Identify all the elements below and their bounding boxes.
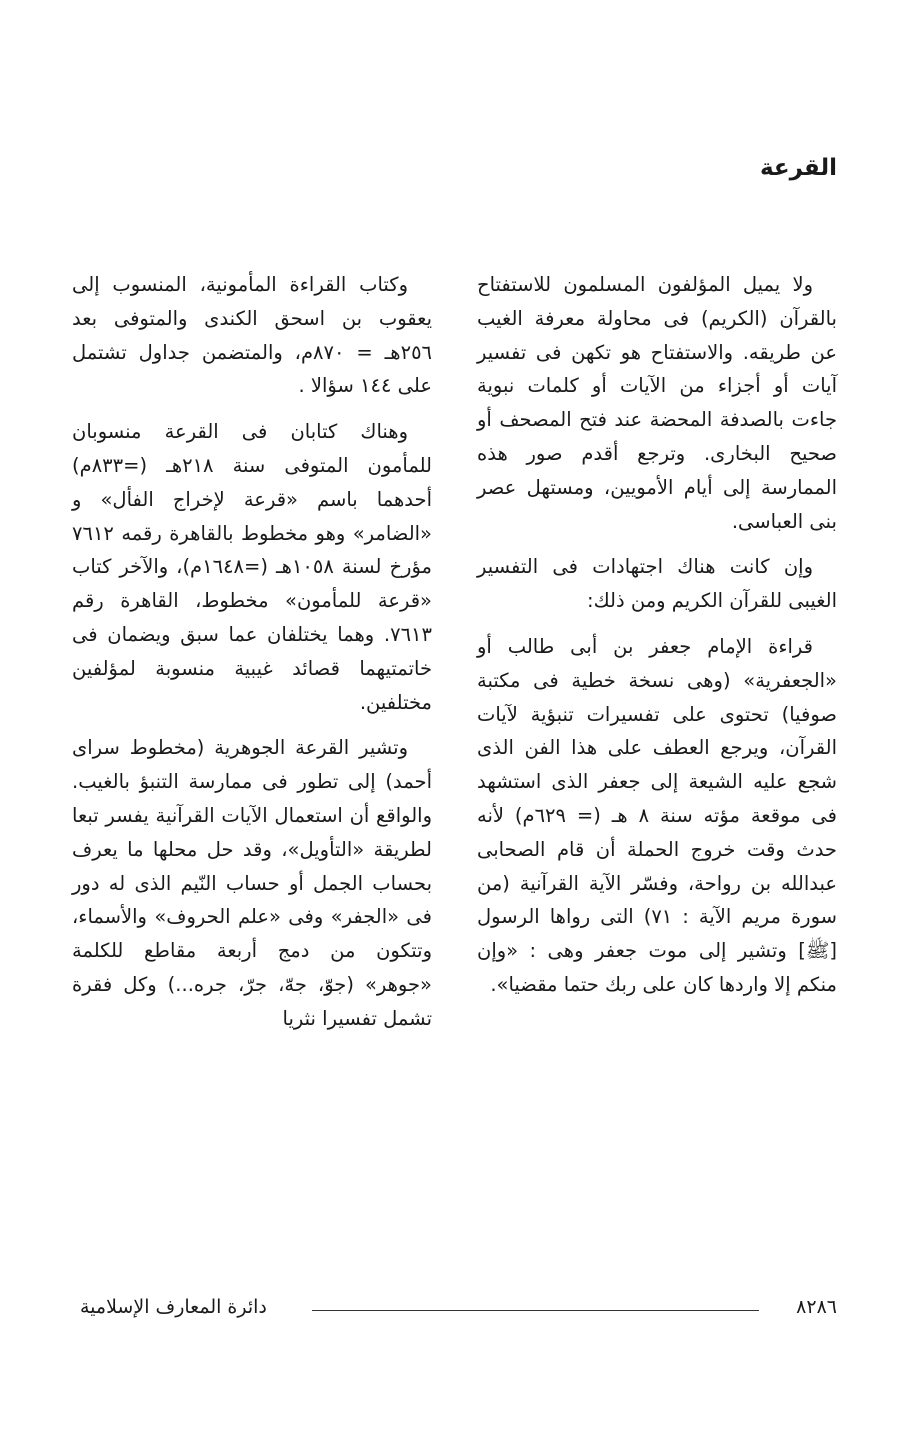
- right-column: [477, 268, 837, 1014]
- footer-divider: [312, 1310, 759, 1311]
- paragraph: وكتاب القراءة المأمونية، المنسوب إلى يعقوب بن اسحق الكندى والمتوفى بعد ٢٥٦هـ = ٨٧٠م، والمتضمن جداول تشتمل على ١٤٤ سؤالا .: [72, 273, 433, 398]
- page-header-title: القرعة: [759, 155, 837, 181]
- left-column: [72, 268, 432, 1048]
- page-footer: [80, 1296, 837, 1326]
- paragraph: وإن كانت هناك اجتهادات فى التفسير الغيبى للقرآن الكريم ومن ذلك:: [477, 555, 837, 613]
- paragraph: وتشير القرعة الجوهرية (مخطوط سراى أحمد) إلى تطور فى ممارسة التنبؤ بالغيب. والواقع أن استعمال الآيات القرآنية يفسر تبعا لطريقة «التأويل»، وقد حل محلها ما يعرف بحساب الجمل أو حساب النّيم الذى له دور فى «الجفر» وفى «علم الحروف» والأسماء، وتتكون من دمج أربعة مقاطع للكلمة «جوهر» (جوّ، جهّ، جرّ، جره...) وكل فقرة تشمل تفسيرا نثريا: [72, 736, 432, 1030]
- paragraph: وهناك كتابان فى القرعة منسوبان للمأمون المتوفى سنة ٢١٨هـ (=٨٣٣م) أحدهما باسم «قرعة لإخراج الفأل» و «الضامر» وهو مخطوط بالقاهرة رقمه ٧٦١٢ مؤرخ لسنة ١٠٥٨هـ (=١٦٤٨م)، والآخر كتاب «قرعة للمأمون» مخطوط، القاهرة رقم ٧٦١٣. وهما يختلفان عما سبق ويضمان فى خاتمتيهما قصائد غيبية منسوبة لمؤلفين مختلفين.: [72, 420, 432, 714]
- journal-title: دائرة المعارف الإسلامية: [80, 1296, 267, 1318]
- paragraph: قراءة الإمام جعفر بن أبى طالب أو «الجعفرية» (وهى نسخة خطية فى مكتبة صوفيا) تحتوى على تفسيرات تنبؤية لآيات القرآن، ويرجع العطف على هذا الفن الذى شجع عليه الشيعة إلى جعفر الذى استشهد فى موقعة مؤته سنة ٨ هـ (= ٦٢٩م) لأنه حدث وقت خروج الحملة أن قام الصحابى عبدالله بن رواحة، وفسّر الآية القرآنية (من سورة مريم الآية : ٧١) التى رواها الرسول [ﷺ] وتشير إلى موت جعفر وهى : «وإن منكم إلا واردها كان على ربك حتما مقضيا».: [477, 634, 837, 996]
- page-number: ٨٢٨٦: [796, 1296, 837, 1318]
- paragraph: ولا يميل المؤلفون المسلمون للاستفتاح بالقرآن (الكريم) فى محاولة معرفة الغيب عن طريقه. والاستفتاح هو تكهن فى تفسير آيات أو أجزاء من الآيات أو كلمات نبوية جاءت بالصدفة المحضة عند فتح المصحف أو صحيح البخارى. وترجع أقدم صور هذه الممارسة إلى أيام الأمويين، ومستهل عصر بنى العباسى.: [477, 273, 837, 533]
